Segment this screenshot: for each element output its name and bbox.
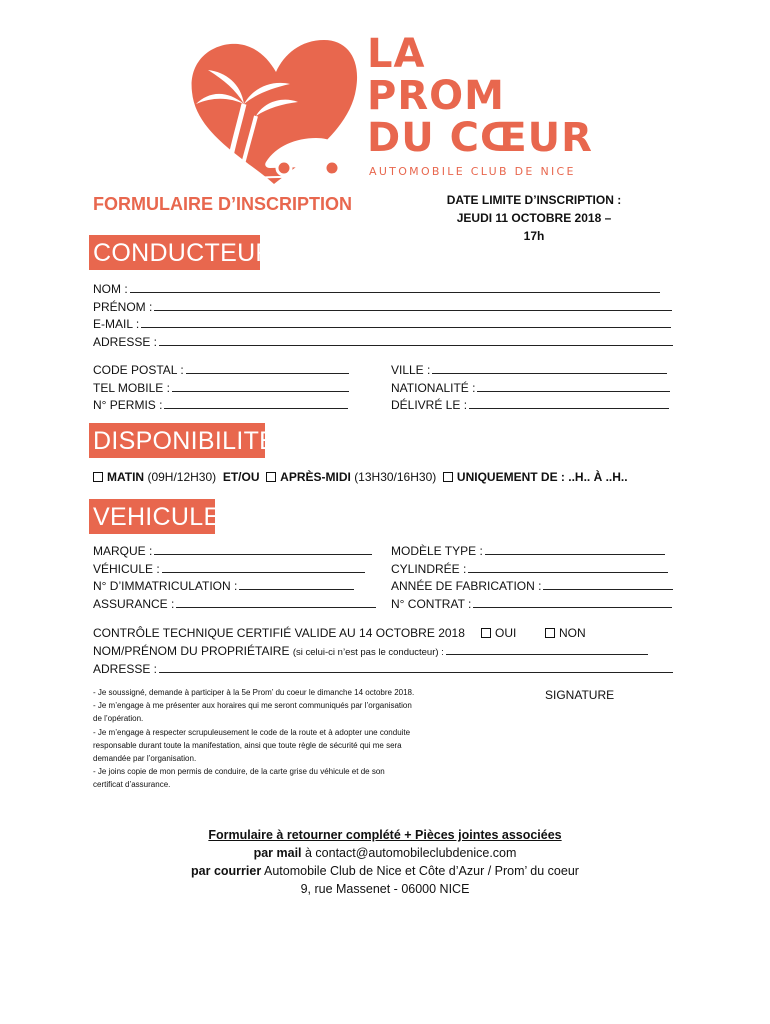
form-title: FORMULAIRE D’INSCRIPTION	[93, 194, 352, 214]
controle-technique-label: CONTRÔLE TECHNIQUE CERTIFIÉ VALIDE AU 14 OCTOBRE 2018	[93, 626, 465, 640]
footer-courrier-text: Automobile Club de Nice et Côte d’Azur / Prom’ du coeur	[261, 864, 579, 878]
modele-field[interactable]	[391, 543, 673, 561]
section-title-vehicule: VEHICULE	[89, 499, 215, 534]
code-postal-label: CODE POSTAL :	[93, 363, 184, 377]
section-title-disponibilite: DISPONIBILITE	[89, 423, 265, 458]
footer-return-line: Formulaire à retourner complété + Pièces jointes associées	[208, 828, 562, 842]
marque-label: MARQUE :	[93, 544, 153, 558]
proprietaire-note: (si celui-ci n’est pas le conducteur) :	[292, 647, 444, 658]
terms-line: - Je soussigné, demande à participer à la 5e Prom’ du coeur le dimanche 14 octobre 2018.	[93, 688, 415, 697]
vehicule-adresse-line[interactable]	[159, 661, 673, 673]
terms-line: responsable durant toute la manifestation, ainsi que toute règle de sécurité qui me sera	[93, 740, 402, 750]
prenom-label: PRÉNOM :	[93, 300, 153, 314]
apres-midi-hours: (13H30/16H30)	[354, 470, 437, 484]
permis-label: N° PERMIS :	[93, 398, 163, 412]
apres-midi-checkbox[interactable]	[266, 472, 276, 482]
adresse-field[interactable]	[93, 334, 673, 352]
code-postal-field[interactable]	[93, 362, 349, 380]
nationalite-line[interactable]	[477, 380, 670, 392]
adresse-label: ADRESSE :	[93, 335, 158, 349]
logo-line-1: LA	[367, 31, 426, 77]
nom-label: NOM :	[93, 282, 128, 296]
marque-field[interactable]	[93, 543, 377, 561]
prenom-line[interactable]	[154, 299, 672, 311]
footer-courrier-line	[0, 862, 770, 880]
heart-palm-logo-icon	[186, 34, 361, 192]
logo-line-3: DU CŒUR	[367, 115, 593, 161]
matin-checkbox[interactable]	[93, 472, 103, 482]
annee-label: ANNÉE DE FABRICATION :	[391, 579, 542, 593]
tel-mobile-field[interactable]	[93, 380, 349, 398]
signature-area[interactable]	[520, 710, 680, 790]
terms-line: - Je joins copie de mon permis de conduire, de la carte grise du véhicule et de son	[93, 767, 385, 777]
vehicule-label: VÉHICULE :	[93, 562, 160, 576]
controle-oui[interactable]	[481, 625, 516, 642]
contrat-line[interactable]	[473, 596, 672, 608]
uniquement-label: UNIQUEMENT DE : ..H.. À ..H..	[456, 470, 628, 484]
apres-midi-label: APRÈS-MIDI	[280, 470, 351, 484]
modele-line[interactable]	[485, 543, 665, 555]
oui-checkbox[interactable]	[481, 628, 491, 638]
terms-line: de l’opération.	[93, 714, 144, 724]
proprietaire-field[interactable]	[93, 643, 673, 662]
code-postal-line[interactable]	[186, 362, 349, 374]
deadline	[446, 191, 622, 245]
modele-label: MODÈLE TYPE :	[391, 544, 483, 558]
terms-line: certificat d’assurance.	[93, 780, 171, 790]
immatriculation-field[interactable]	[93, 578, 377, 596]
footer-courrier-bold: par courrier	[191, 864, 262, 878]
terms-line: demandée par l’organisation.	[93, 754, 197, 764]
delivre-field[interactable]	[391, 397, 671, 415]
etou-label: ET/OU	[222, 470, 260, 484]
assurance-line[interactable]	[176, 596, 376, 608]
tel-mobile-line[interactable]	[172, 380, 349, 392]
tel-mobile-label: TEL MOBILE :	[93, 381, 170, 395]
proprietaire-line[interactable]	[446, 643, 648, 655]
immatriculation-label: N° D’IMMATRICULATION :	[93, 579, 238, 593]
matin-label: MATIN	[107, 470, 145, 484]
annee-line[interactable]	[543, 578, 673, 590]
matin-hours: (09H/12H30)	[147, 470, 217, 484]
cylindree-field[interactable]	[391, 561, 673, 579]
vehicule-adresse-label: ADRESSE :	[93, 662, 158, 676]
assurance-label: ASSURANCE :	[93, 597, 175, 611]
ville-line[interactable]	[432, 362, 667, 374]
terms-line: - Je m’engage à me présenter aux horaires qui me seront communiqués par l’organisation	[93, 701, 412, 711]
non-checkbox[interactable]	[545, 628, 555, 638]
footer-mail-bold: par mail	[253, 846, 302, 860]
nom-field[interactable]	[93, 281, 673, 299]
deadline-line-2: JEUDI 11 OCTOBRE 2018 – 17h	[456, 211, 612, 243]
disponibilite-options	[93, 469, 628, 486]
signature-label: SIGNATURE	[545, 688, 615, 702]
deadline-line-1: DATE LIMITE D’INSCRIPTION :	[446, 193, 622, 207]
footer-mail-address[interactable]: à contact@automobileclubdenice.com	[301, 846, 517, 860]
footer-mail-line	[0, 844, 770, 862]
ville-field[interactable]	[391, 362, 671, 380]
delivre-label: DÉLIVRÉ LE :	[391, 398, 468, 412]
non-label: NON	[559, 626, 586, 640]
contrat-field[interactable]	[391, 596, 673, 614]
cylindree-line[interactable]	[468, 561, 668, 573]
logo-line-2: PROM	[367, 73, 505, 119]
ville-label: VILLE :	[391, 363, 431, 377]
immatriculation-line[interactable]	[239, 578, 354, 590]
adresse-line[interactable]	[159, 334, 673, 346]
footer	[0, 826, 770, 898]
section-title-conducteur: CONDUCTEUR	[89, 235, 260, 270]
uniquement-checkbox[interactable]	[443, 472, 453, 482]
logo-subtitle: AUTOMOBILE CLUB DE NICE	[369, 165, 576, 178]
email-label: E-MAIL :	[93, 317, 140, 331]
vehicule-field[interactable]	[93, 561, 377, 579]
controle-non[interactable]	[545, 625, 586, 642]
annee-field[interactable]	[391, 578, 673, 596]
permis-line[interactable]	[164, 397, 348, 409]
delivre-line[interactable]	[469, 397, 669, 409]
terms	[93, 686, 483, 792]
footer-address-line: 9, rue Massenet - 06000 NICE	[300, 882, 470, 896]
permis-field[interactable]	[93, 397, 349, 415]
terms-line: - Je m’engage à respecter scrupuleusement le code de la route et à adopter une conduite	[93, 727, 411, 737]
nom-line[interactable]	[130, 281, 660, 293]
oui-label: OUI	[495, 626, 517, 640]
email-field[interactable]	[93, 316, 675, 334]
prenom-field[interactable]	[93, 299, 673, 317]
vehicule-adresse-field[interactable]	[93, 661, 673, 679]
proprietaire-label: NOM/PRÉNOM DU PROPRIÉTAIRE	[93, 644, 290, 658]
vehicule-line[interactable]	[162, 561, 365, 573]
contrat-label: N° CONTRAT :	[391, 597, 472, 611]
nationalite-label: NATIONALITÉ :	[391, 381, 476, 395]
cylindree-label: CYLINDRÉE :	[391, 562, 467, 576]
marque-line[interactable]	[154, 543, 372, 555]
email-line[interactable]	[141, 316, 671, 328]
nationalite-field[interactable]	[391, 380, 671, 398]
assurance-field[interactable]	[93, 596, 377, 614]
